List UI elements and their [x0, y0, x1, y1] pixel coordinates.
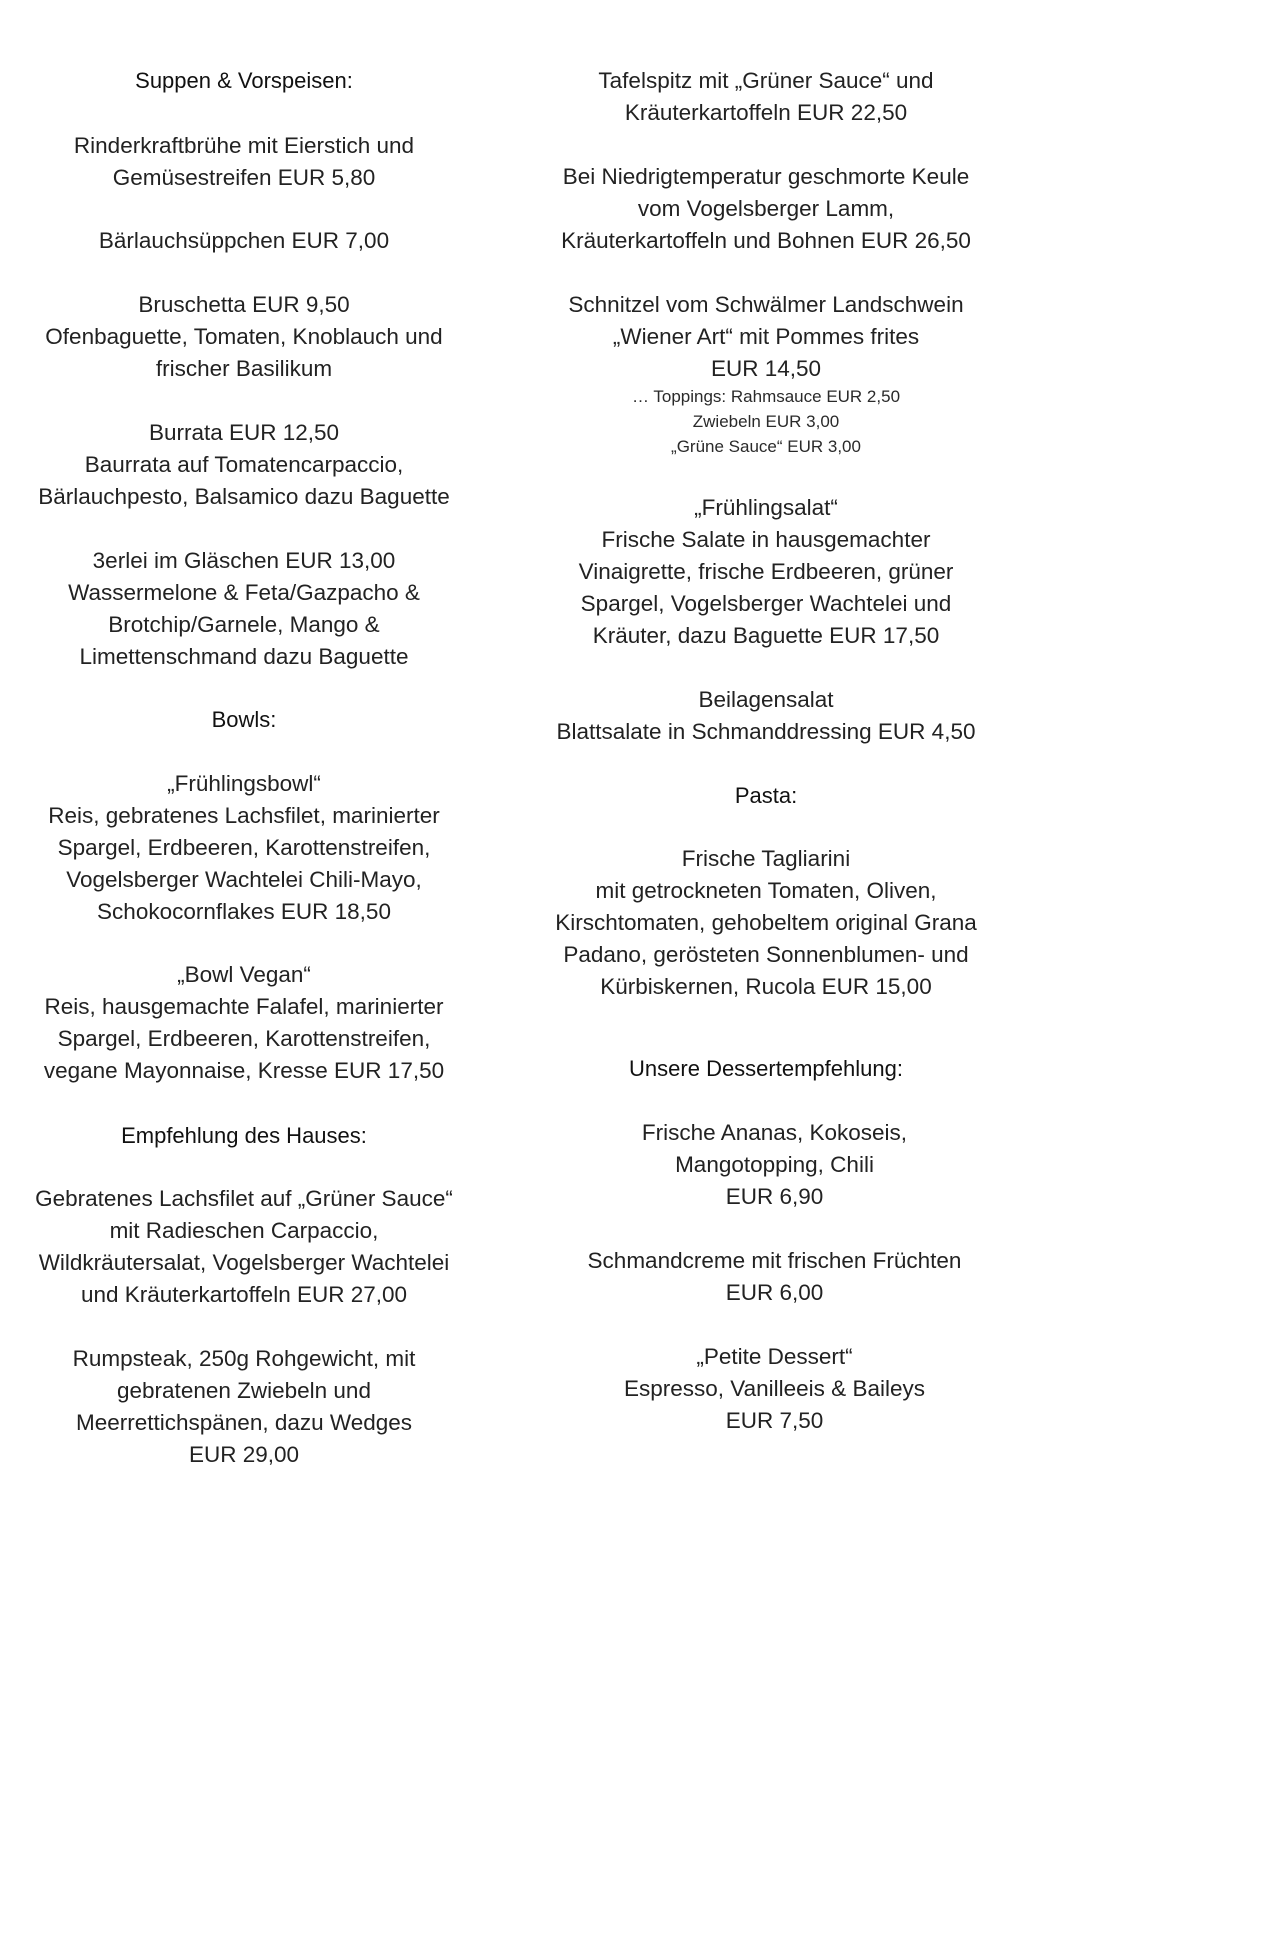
menu-line: Limettenschmand dazu Baguette: [79, 644, 409, 669]
menu-line: vegane Mayonnaise, Kresse EUR 17,50: [43, 1058, 445, 1083]
menu-line: „Petite Dessert“: [696, 1344, 853, 1369]
menu-line: gebratenen Zwiebeln und: [117, 1378, 371, 1403]
topping-line: Zwiebeln EUR 3,00: [692, 412, 840, 431]
menu-line: Wildkräutersalat, Vogelsberger Wachtelei: [38, 1250, 450, 1275]
menu-line: Mangotopping, Chili: [675, 1152, 874, 1177]
menu-line: Baurrata auf Tomatencarpaccio,: [84, 452, 404, 477]
menu-line: Beilagensalat: [698, 687, 834, 712]
menu-line: Spargel, Erdbeeren, Karottenstreifen,: [57, 1026, 431, 1051]
menu-line: Espresso, Vanilleeis & Baileys: [624, 1376, 925, 1401]
menu-line: Kräuterkartoffeln und Bohnen EUR 26,50: [561, 228, 971, 253]
menu-line: „Bowl Vegan“: [177, 962, 311, 987]
menu-line: EUR 14,50: [710, 356, 822, 381]
menu-line: Tafelspitz mit „Grüner Sauce“ und: [598, 68, 934, 93]
menu-line: 3erlei im Gläschen EUR 13,00: [92, 548, 396, 573]
menu-line: Reis, gebratenes Lachsfilet, marinierter: [48, 803, 440, 828]
section-heading: Pasta:: [734, 783, 798, 808]
menu-line: Rumpsteak, 250g Rohgewicht, mit: [72, 1346, 416, 1371]
section-heading: Bowls:: [211, 707, 277, 732]
menu-line: Frische Salate in hausgemachter: [601, 527, 931, 552]
menu-line: EUR 6,90: [725, 1184, 824, 1209]
menu-line: Bruschetta EUR 9,50: [138, 292, 350, 317]
menu-line: Burrata EUR 12,50: [148, 420, 340, 445]
menu-line: Spargel, Erdbeeren, Karottenstreifen,: [57, 835, 431, 860]
section-heading: Unsere Dessertempfehlung:: [629, 1056, 903, 1081]
menu-line: mit getrockneten Tomaten, Oliven,: [595, 878, 937, 903]
menu-line: und Kräuterkartoffeln EUR 27,00: [80, 1282, 408, 1307]
menu-line: „Wiener Art“ mit Pommes frites: [612, 324, 920, 349]
menu-line: mit Radieschen Carpaccio,: [109, 1218, 379, 1243]
section-heading: Empfehlung des Hauses:: [121, 1123, 367, 1148]
menu-line: EUR 29,00: [188, 1442, 300, 1467]
menu-line: Gemüsestreifen EUR 5,80: [112, 165, 376, 190]
menu-line: Bärlauchsüppchen EUR 7,00: [98, 228, 390, 253]
menu-line: Vinaigrette, frische Erdbeeren, grüner: [578, 559, 954, 584]
menu-line: Reis, hausgemachte Falafel, marinierter: [44, 994, 444, 1019]
section-heading: Suppen & Vorspeisen:: [135, 68, 353, 93]
menu-line: vom Vogelsberger Lamm,: [637, 196, 895, 221]
menu-line: Frische Tagliarini: [681, 846, 851, 871]
menu-line: EUR 7,50: [725, 1408, 824, 1433]
menu-line: Rinderkraftbrühe mit Eierstich und: [73, 133, 415, 158]
menu-line: Gebratenes Lachsfilet auf „Grüner Sauce“: [35, 1186, 453, 1211]
menu-line: Kräuterkartoffeln EUR 22,50: [624, 100, 908, 125]
menu-line: Kirschtomaten, gehobeltem original Grana: [555, 910, 977, 935]
menu-line: Ofenbaguette, Tomaten, Knoblauch und: [45, 324, 443, 349]
menu-line: Schmandcreme mit frischen Früchten: [587, 1248, 962, 1273]
menu-line: Schnitzel vom Schwälmer Landschwein: [568, 292, 964, 317]
menu-line: Bärlauchpesto, Balsamico dazu Baguette: [38, 484, 450, 509]
menu-line: Meerrettichspänen, dazu Wedges: [75, 1410, 413, 1435]
menu-line: Brotchip/Garnele, Mango &: [108, 612, 380, 637]
menu-line: Vogelsberger Wachtelei Chili-Mayo,: [66, 867, 422, 892]
menu-line: Kräuter, dazu Baguette EUR 17,50: [592, 623, 940, 648]
menu-line: Frische Ananas, Kokoseis,: [641, 1120, 908, 1145]
topping-line: „Grüne Sauce“ EUR 3,00: [671, 437, 861, 456]
menu-line: frischer Basilikum: [155, 356, 333, 381]
menu-line: Blattsalate in Schmanddressing EUR 4,50: [556, 719, 976, 744]
menu-line: Kürbiskernen, Rucola EUR 15,00: [600, 974, 932, 999]
menu-line: Bei Niedrigtemperatur geschmorte Keule: [562, 164, 970, 189]
menu-line: Padano, gerösteten Sonnenblumen- und: [563, 942, 969, 967]
menu-line: „Frühlingsalat“: [694, 495, 838, 520]
menu-line: Spargel, Vogelsberger Wachtelei und: [580, 591, 952, 616]
menu-line: „Frühlingsbowl“: [167, 771, 321, 796]
menu-line: Wassermelone & Feta/Gazpacho &: [68, 580, 420, 605]
topping-line: … Toppings: Rahmsauce EUR 2,50: [631, 387, 901, 406]
menu-line: EUR 6,00: [725, 1280, 824, 1305]
menu-line: Schokocornflakes EUR 18,50: [97, 899, 391, 924]
